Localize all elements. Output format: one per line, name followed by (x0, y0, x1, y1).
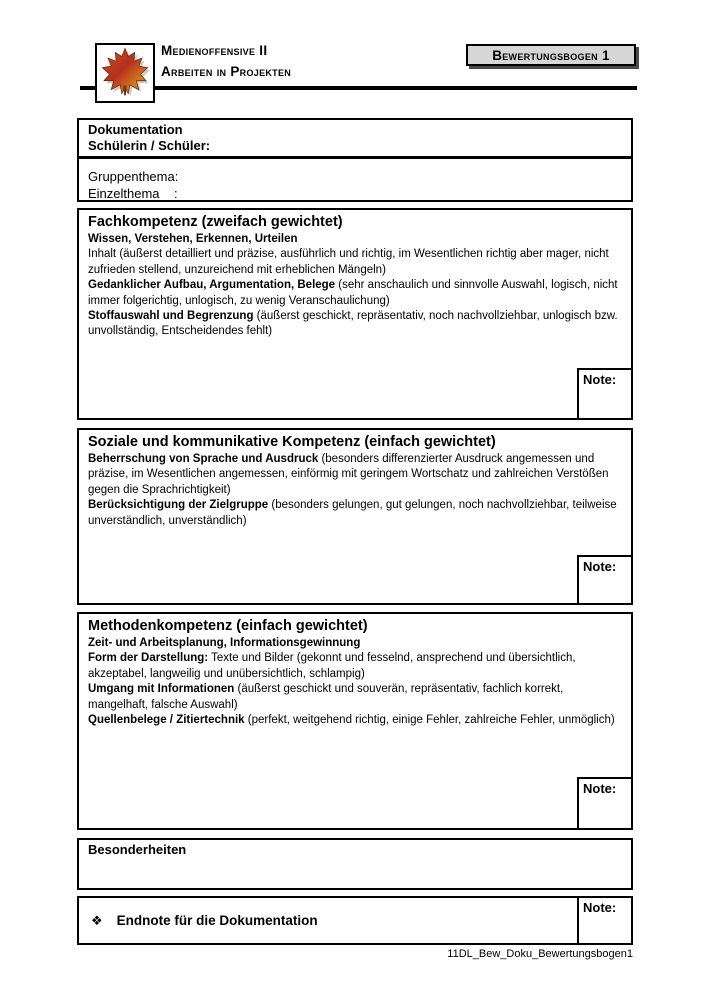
criteria-line: Umgang mit Informationen (äußerst geschickt und souverän, repräsentativ, fachlich korrekt, mangelhaft, falsche Auswahl) (88, 683, 564, 711)
section-soziale-kompetenz (77, 428, 633, 605)
endnote-label: Endnote für die Dokumentation (116, 913, 318, 928)
section-title: Dokumentation (88, 122, 183, 137)
section-besonderheiten (77, 838, 633, 890)
grade-box-methoden (577, 777, 633, 830)
note-label: Note: (583, 559, 617, 574)
form-number-badge: Bewertungsbogen 1 (466, 44, 636, 66)
group-topic-label: Gruppenthema: (88, 169, 179, 184)
criteria-line: Wissen, Verstehen, Erkennen, Urteilen (88, 233, 298, 245)
criteria-line: Quellenbelege / Zitiertechnik (perfekt, weitgehend richtig, einige Fehler, zahlreiche Fehler, unmöglich) (88, 714, 615, 727)
maple-leaf-icon (99, 45, 151, 102)
grade-box-fachkompetenz (577, 368, 633, 420)
diamond-bullet-icon: ❖ (91, 912, 103, 928)
section-title: Besonderheiten (88, 842, 187, 857)
criteria-line: Berücksichtigung der Zielgruppe (besonders gelungen, gut gelungen, noch nachvollziehbar, teilweise unverständlich, unverständlich) (88, 499, 617, 527)
section-title: Methodenkompetenz (einfach gewichtet) (88, 618, 368, 634)
criteria-line: Form der Darstellung: Texte und Bilder (gekonnt und fesselnd, ansprechend und übersichtlich, akzeptabel, langweilig und unübersichtlich, schlampig) (88, 652, 576, 680)
section-fachkompetenz (77, 208, 633, 420)
criteria-line: Gedanklicher Aufbau, Argumentation, Belege (sehr anschaulich und sinnvolle Auswahl, logisch, nicht immer folgerichtig, unlogisch, zu wenig Veranschaulichung) (88, 279, 618, 307)
criteria-line: Inhalt (äußerst detailliert und präzise, ausführlich und richtig, im Wesentlichen richtig aber mager, nicht zufrieden stellend, unzureichend mit erheblichen Mängeln) (88, 248, 609, 276)
note-label: Note: (583, 781, 617, 796)
grade-box-endnote (577, 896, 633, 945)
title-line-1: Medienoffensive II (161, 43, 268, 58)
section-dokumentation (77, 118, 633, 202)
section-title: Fachkompetenz (zweifach gewichtet) (88, 214, 343, 230)
criteria-line: Zeit- und Arbeitsplanung, Informationsgewinnung (88, 637, 361, 649)
section-methodenkompetenz (77, 612, 633, 830)
grade-box-soziale (577, 555, 633, 605)
title-line-2: Arbeiten in Projekten (161, 64, 292, 79)
section-title: Soziale und kommunikative Kompetenz (einfach gewichtet) (88, 434, 496, 450)
document-title (161, 40, 291, 82)
individual-topic-label: Einzelthema : (88, 186, 178, 201)
note-label: Note: (583, 372, 617, 387)
header-divider-rule (80, 86, 637, 90)
criteria-line: Beherrschung von Sprache und Ausdruck (besonders differenzierter Ausdruck angemessen und präzise, im Wesentlichen angemessen, einförmig mit geringem Wortschatz und zahlreichen Verstößen gegen die Sprachrichtigkeit) (88, 453, 609, 496)
document-file-name: 11DL_Bew_Doku_Bewertungsbogen1 (447, 948, 633, 960)
student-name-label: Schülerin / Schüler: (88, 138, 211, 153)
note-label: Note: (583, 900, 617, 915)
section-endnote (77, 896, 633, 945)
criteria-line: Stoffauswahl und Begrenzung (äußerst geschickt, repräsentativ, noch nachvollziehbar, unlogisch bzw. unvollständig, Entscheidendes fehlt) (88, 310, 618, 338)
school-logo-frame (95, 43, 155, 103)
